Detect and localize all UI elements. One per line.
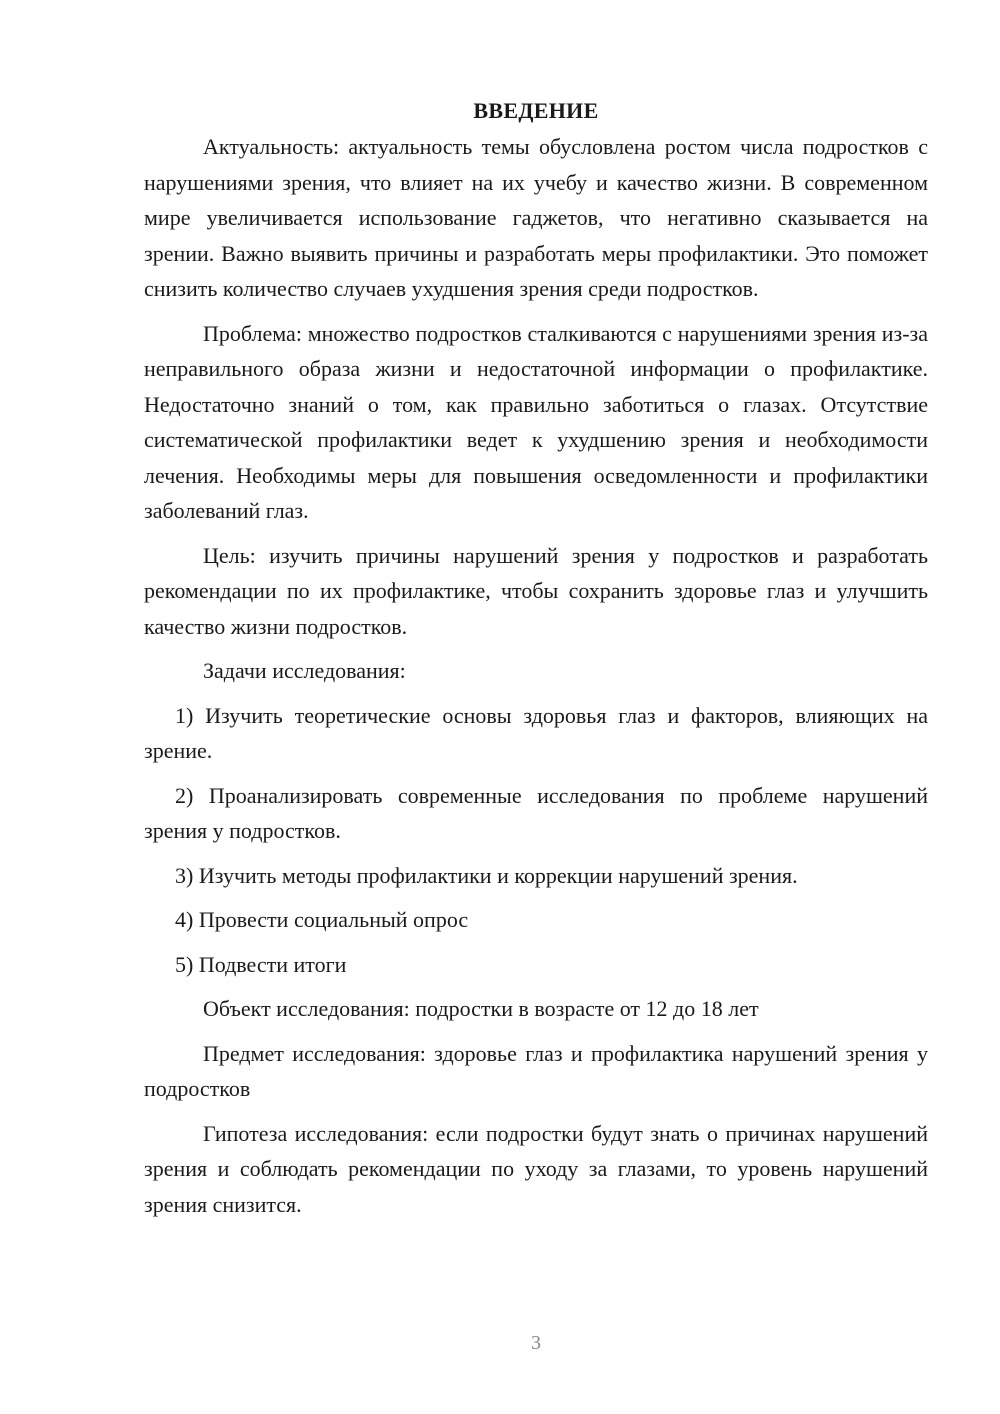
relevance-paragraph: Актуальность: актуальность темы обусловлена ростом числа подростков с нарушениями зрения, что влияет на их учебу и качество жизни. В современном мире увеличивается использование гаджетов, что негативно сказывается на зрении. Важно выявить причины и разработать меры профилактики. Это поможет снизить количество случаев ухудшения зрения среди подростков. xyxy=(144,134,928,301)
problem-paragraph: Проблема: множество подростков сталкиваются с нарушениями зрения из-за неправильного образа жизни и недостаточной информации о профилактике. Недостаточно знаний о том, как правильно заботиться о глазах. Отсутствие систематической профилактики ведет к ухудшению зрения и необходимости лечения. Необходимы меры для повышения осведомленности и профилактики заболеваний глаз. xyxy=(144,320,928,523)
subject-paragraph: Предмет исследования: здоровье глаз и профилактика нарушений зрения у подростков xyxy=(144,1040,928,1101)
task-item-2: 2) Проанализировать современные исследования по проблеме нарушений зрения у подростков. xyxy=(144,782,928,843)
task-item-5: 5) Подвести итоги xyxy=(175,951,347,977)
section-title: ВВЕДЕНИЕ xyxy=(473,98,599,123)
task-item-1: 1) Изучить теоретические основы здоровья глаз и факторов, влияющих на зрение. xyxy=(144,702,928,763)
object-paragraph: Объект исследования: подростки в возрасте от 12 до 18 лет xyxy=(203,996,759,1021)
task-item-3: 3) Изучить методы профилактики и коррекции нарушений зрения. xyxy=(175,862,798,888)
hypothesis-paragraph: Гипотеза исследования: если подростки будут знать о причинах нарушений зрения и соблюдать рекомендации по уходу за глазами, то уровень нарушений зрения снизится. xyxy=(144,1120,928,1217)
tasks-heading: Задачи исследования: xyxy=(203,658,406,683)
task-item-4: 4) Провести социальный опрос xyxy=(175,907,469,932)
page-number: 3 xyxy=(531,1332,541,1354)
page-content xyxy=(144,93,928,1231)
goal-paragraph: Цель: изучить причины нарушений зрения у подростков и разработать рекомендации по их профилактике, чтобы сохранить здоровье глаз и улучшить качество жизни подростков. xyxy=(144,542,928,639)
